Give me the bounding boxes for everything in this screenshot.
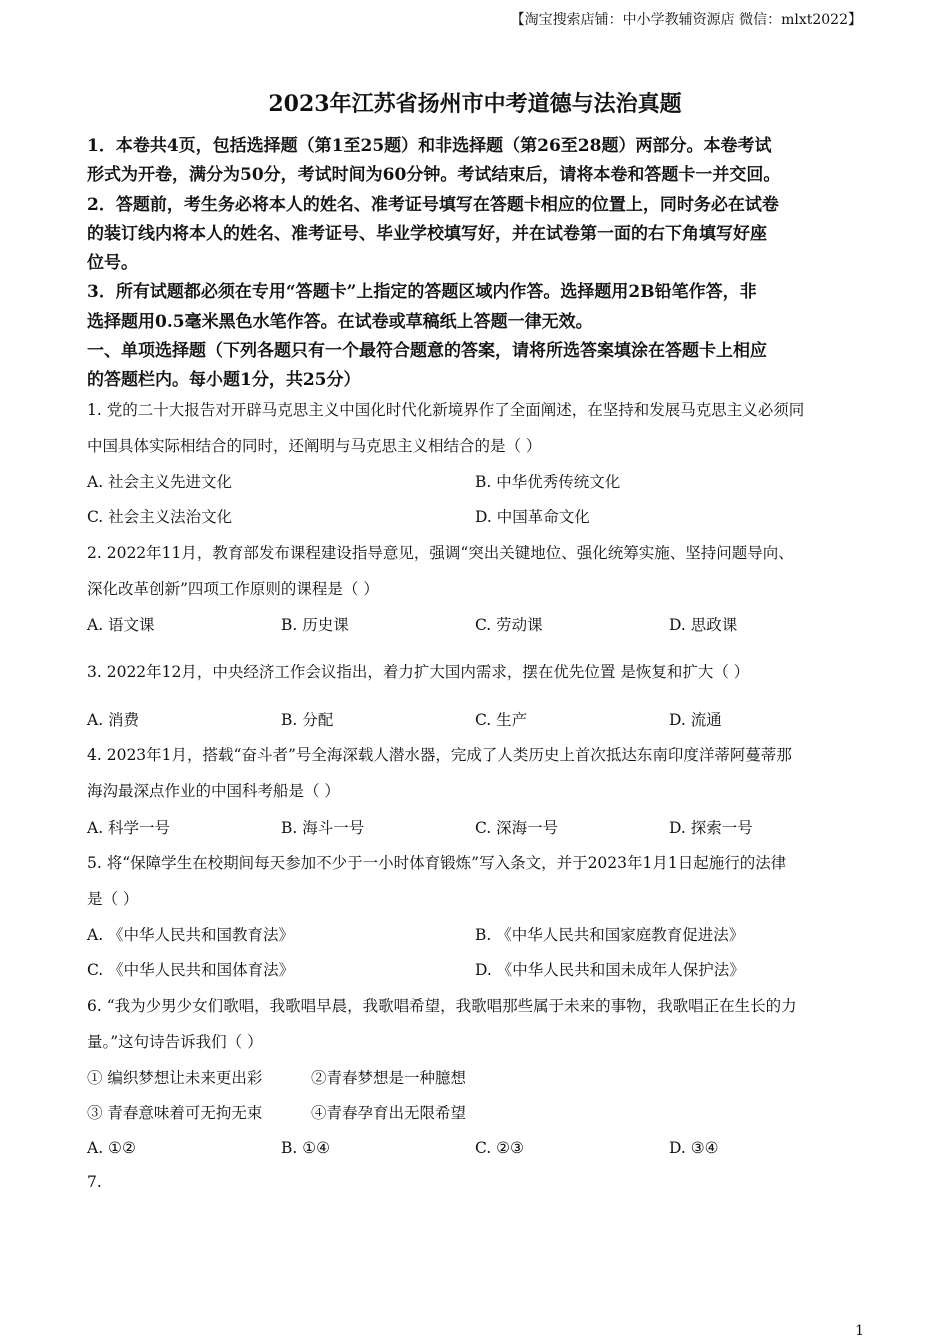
- option-a: A. ①②: [87, 1139, 136, 1157]
- statement-1: ① 编织梦想让未来更出彩: [87, 1069, 263, 1087]
- question-2-options-row: [87, 613, 867, 637]
- option-d: D. 中国革命文化: [475, 508, 590, 526]
- option-d: D. 思政课: [669, 616, 738, 634]
- question-text: 是（ ）: [87, 890, 139, 908]
- question-5: [87, 845, 867, 917]
- option-d: D. ③④: [669, 1139, 719, 1157]
- question-7: [87, 1164, 867, 1200]
- option-a: A. 科学一号: [87, 819, 171, 837]
- question-5-options-row: [87, 923, 867, 947]
- option-a: A. 社会主义先进文化: [87, 473, 233, 491]
- section-heading: 的答题栏内。每小题1分，共25分）: [87, 370, 361, 391]
- option-c: C. ②③: [475, 1139, 524, 1157]
- page-number: 1: [855, 1323, 864, 1339]
- question-4-options-row: [87, 816, 867, 840]
- statement-3: ③ 青春意味着可无拘无束: [87, 1104, 263, 1122]
- option-d: D. 探索一号: [669, 819, 753, 837]
- option-c: C. 深海一号: [475, 819, 559, 837]
- option-b: B. 分配: [281, 711, 334, 729]
- instruction-line: 位号。: [87, 253, 138, 274]
- question-1-options-row: [87, 505, 867, 529]
- question-6-statements-row: [87, 1066, 867, 1090]
- question-text: 海沟最深点作业的中国科考船是（ ）: [87, 782, 340, 800]
- option-c: C. 《中华人民共和国体育法》: [87, 961, 295, 979]
- option-a: A. 语文课: [87, 616, 155, 634]
- question-1-options-row: [87, 470, 867, 494]
- option-b: B. 《中华人民共和国家庭教育促进法》: [475, 926, 745, 944]
- instruction-line: 1．本卷共4页，包括选择题（第1至25题）和非选择题（第26至28题）两部分。本卷考试: [87, 136, 772, 156]
- question-text: 1. 党的二十大报告对开辟马克思主义中国化时代化新境界作了全面阐述，在坚持和发展马克思主义必须同: [87, 401, 805, 419]
- question-6: [87, 988, 867, 1060]
- instruction-line: 2．答题前，考生务必将本人的姓名、准考证号填写在答题卡相应的位置上，同时务必在试卷: [87, 194, 779, 215]
- question-text: 中国具体实际相结合的同时，还阐明与马克思主义相结合的是（ ）: [87, 437, 542, 455]
- option-b: B. 中华优秀传统文化: [475, 473, 621, 491]
- question-5-options-row: [87, 958, 867, 982]
- question-6-options-row: [87, 1136, 867, 1160]
- option-c: C. 社会主义法治文化: [87, 508, 233, 526]
- option-c: C. 劳动课: [475, 616, 543, 634]
- instruction-line: 3．所有试题都必须在专用“答题卡”上指定的答题区域内作答。选择题用2B铅笔作答，非: [87, 282, 757, 303]
- statement-4: ④青春孕育出无限希望: [311, 1104, 467, 1122]
- question-6-statements-row: [87, 1101, 867, 1125]
- option-a: A. 《中华人民共和国教育法》: [87, 926, 295, 944]
- question-3: [87, 654, 867, 690]
- section-heading: 一、单项选择题（下列各题只有一个最符合题意的答案，请将所选答案填涂在答题卡上相应: [87, 341, 767, 362]
- question-text: 4. 2023年1月，搭载“奋斗者”号全海深载人潜水器，完成了人类历史上首次抵达东南印度洋蒂阿蔓蒂那: [87, 746, 792, 764]
- option-c: C. 生产: [475, 711, 528, 729]
- question-text: 5. 将“保障学生在校期间每天参加不少于一小时体育锻炼”写入条文，并于2023年1月1日起施行的法律: [87, 854, 787, 872]
- question-text: 量。”这句诗告诉我们（ ）: [87, 1033, 263, 1051]
- option-b: B. ①④: [281, 1139, 331, 1157]
- statement-2: ②青春梦想是一种臆想: [311, 1069, 467, 1087]
- question-text: 6. “我为少男少女们歌唱，我歌唱早晨，我歌唱希望，我歌唱那些属于未来的事物，我歌唱正在生长的力: [87, 997, 797, 1015]
- option-b: B. 海斗一号: [281, 819, 365, 837]
- question-text: 3. 2022年12月，中央经济工作会议指出，着力扩大国内需求，摆在优先位置 是恢复和扩大（ ）: [87, 663, 750, 681]
- question-4: [87, 737, 867, 809]
- question-1: [87, 392, 867, 464]
- instruction-line: 的装订线内将本人的姓名、准考证号、毕业学校填写好，并在试卷第一面的右下角填写好座: [87, 223, 767, 244]
- option-d: D. 《中华人民共和国未成年人保护法》: [475, 961, 745, 979]
- question-text: 深化改革创新”四项工作原则的课程是（ ）: [87, 580, 379, 598]
- exam-instructions: [87, 132, 867, 396]
- question-3-options-row: [87, 708, 867, 732]
- question-2: [87, 535, 867, 607]
- option-d: D. 流通: [669, 711, 722, 729]
- question-text: 7.: [87, 1173, 102, 1191]
- question-text: 2. 2022年11月，教育部发布课程建设指导意见，强调“突出关键地位、强化统筹实施、坚持问题导向、: [87, 544, 794, 562]
- instruction-line: 形式为开卷，满分为50分，考试时间为60分钟。考试结束后，请将本卷和答题卡一并交回。: [87, 165, 781, 186]
- option-b: B. 历史课: [281, 616, 349, 634]
- option-a: A. 消费: [87, 711, 140, 729]
- page-title: 2023年江苏省扬州市中考道德与法治真题: [268, 91, 682, 117]
- instruction-line: 选择题用0.5毫米黑色水笔作答。在试卷或草稿纸上答题一律无效。: [87, 311, 593, 332]
- source-note: 【淘宝搜索店铺：中小学教辅资源店 微信：mlxt2022】: [510, 12, 862, 28]
